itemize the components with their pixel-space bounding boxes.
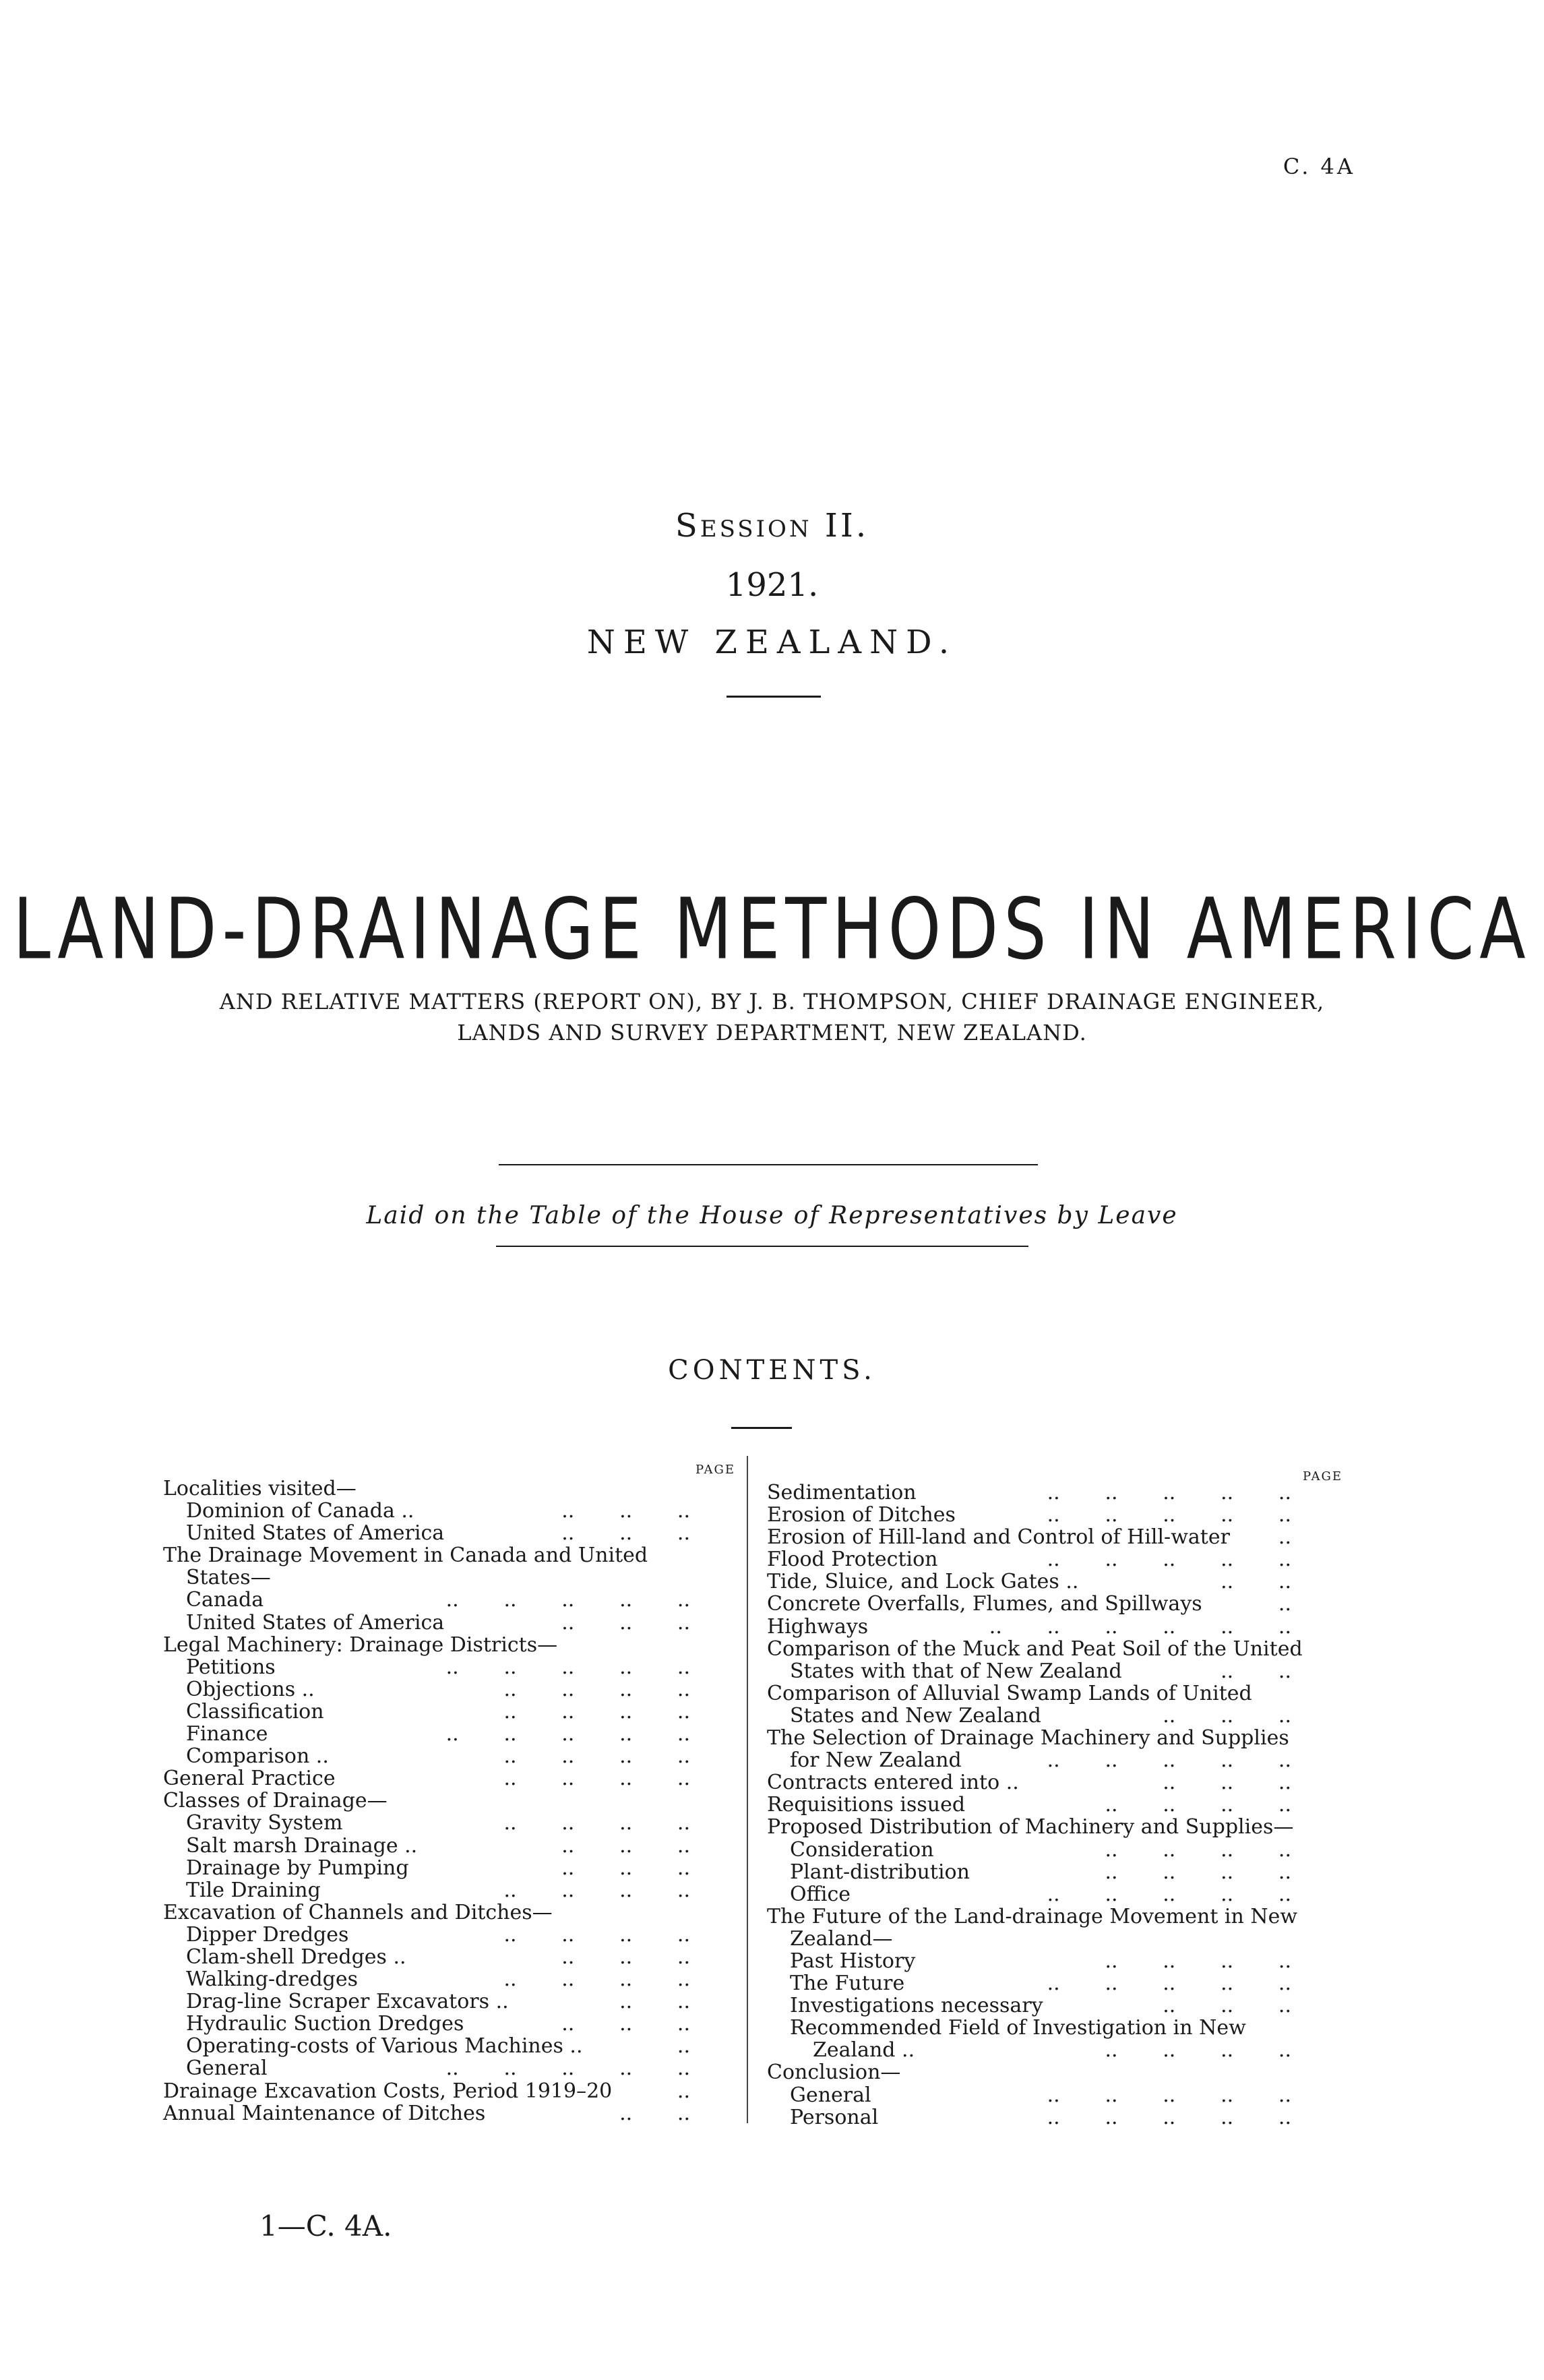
contents-entry-text: Personal	[790, 2105, 879, 2129]
contents-entry	[767, 1749, 1291, 1771]
contents-entry	[163, 2013, 690, 2035]
contents-entry	[163, 1924, 690, 1946]
contents-entry-text: The Future of the Land-drainage Movement in New	[767, 1904, 1298, 1928]
contents-entry-text: Objections ..	[186, 1677, 315, 1701]
dot-leader: .. .. .. ..	[503, 1967, 690, 1992]
contents-entry	[767, 1771, 1291, 1794]
contents-entry	[767, 1839, 1291, 1861]
contents-left-column	[163, 1477, 690, 2125]
dot-leader: .. .. .. .. ..	[445, 1588, 690, 1612]
contents-entry	[767, 1904, 1298, 1928]
dot-leader: .. ..	[1221, 1659, 1291, 1683]
dot-leader: .. .. .. ..	[503, 1811, 690, 1835]
contents-entry	[163, 1968, 690, 1990]
contents-entry-text: Comparison ..	[186, 1744, 329, 1769]
document-reference: C. 4A	[1283, 154, 1355, 179]
contents-entry	[163, 1701, 690, 1723]
dot-leader: .. .. ..	[1163, 1771, 1291, 1795]
contents-entry	[163, 1857, 690, 1879]
contents-entry-text: Petitions	[186, 1655, 276, 1679]
contents-entry-text: General	[790, 2083, 871, 2107]
document-title: LAND-DRAINAGE METHODS IN AMERICA	[13, 880, 1531, 979]
dot-leader: .. .. .. ..	[1105, 1949, 1291, 1973]
dot-leader: ..	[1278, 1592, 1291, 1616]
subtitle-line-2: LANDS AND SURVEY DEPARTMENT, NEW ZEALAND.	[457, 1020, 1087, 1045]
dot-leader: .. .. .. ..	[1105, 2038, 1291, 2063]
dot-leader: .. .. .. ..	[503, 1767, 690, 1791]
dot-leader: .. ..	[619, 1990, 690, 2014]
dot-leader: .. .. .. ..	[503, 1744, 690, 1769]
contents-heading: CONTENTS.	[668, 1355, 876, 1386]
contents-entry	[767, 1504, 1291, 1526]
dot-leader: .. .. .. .. ..	[445, 1655, 690, 1679]
contents-entry	[163, 1656, 690, 1678]
contents-entry-text: The Future	[790, 1972, 905, 1996]
contents-entry	[163, 1589, 690, 1611]
contents-entry	[767, 1861, 1291, 1883]
contents-entry-text: Annual Maintenance of Ditches	[163, 2101, 486, 2125]
dot-leader: .. .. .. ..	[1105, 1793, 1291, 1817]
contents-entry	[767, 1526, 1291, 1548]
column-divider	[747, 1456, 748, 2123]
contents-entry-text: Legal Machinery: Drainage Districts—	[163, 1633, 558, 1657]
contents-entry-text: Drag-line Scraper Excavators ..	[186, 1990, 509, 2014]
contents-entry	[163, 2102, 690, 2125]
contents-entry-text: Excavation of Channels and Ditches—	[163, 1900, 553, 1924]
contents-entry-text: Dominion of Canada ..	[186, 1499, 414, 1523]
contents-entry-text: Canada	[186, 1588, 264, 1612]
contents-entry-text: The Selection of Drainage Machinery and Supplies	[767, 1726, 1289, 1750]
contents-entry-text: Classes of Drainage—	[163, 1789, 388, 1813]
dot-leader: .. .. ..	[561, 1945, 690, 1969]
contents-entry-text: Sedimentation	[767, 1481, 917, 1504]
dot-leader: .. .. .. .. ..	[1047, 2083, 1291, 2107]
document-subtitle	[0, 986, 1544, 1048]
dot-leader: .. .. ..	[561, 1833, 690, 1858]
contents-entry	[163, 1790, 690, 1812]
contents-entry-text: Salt marsh Drainage ..	[186, 1833, 418, 1858]
contents-entry-text: Office	[790, 1882, 851, 1906]
contents-entry	[767, 2061, 1291, 2083]
dot-leader: .. .. ..	[561, 1521, 690, 1546]
dot-leader: .. .. .. .. ..	[1047, 2105, 1291, 2129]
contents-entry	[163, 1544, 690, 1566]
dot-leader: .. .. .. .. ..	[1047, 1503, 1291, 1527]
divider-rule	[499, 1164, 1038, 1165]
contents-entry	[163, 1612, 690, 1634]
contents-entry-text: Contracts entered into ..	[767, 1771, 1019, 1795]
contents-entry-text: General	[186, 2056, 268, 2081]
dot-leader: .. .. .. .. ..	[445, 2056, 690, 2081]
contents-entry-text: Recommended Field of Investigation in New	[790, 2016, 1246, 2040]
contents-entry-text: States with that of New Zealand	[790, 1659, 1122, 1683]
contents-entry	[163, 1566, 690, 1589]
contents-entry-text: United States of America	[186, 1521, 445, 1546]
contents-entry-text: Consideration	[790, 1837, 934, 1862]
session-heading	[0, 507, 1544, 545]
contents-entry-text: Gravity System	[186, 1811, 343, 1835]
dot-leader: .. .. .. .. ..	[1047, 1972, 1291, 1996]
session-numeral: II.	[824, 507, 869, 545]
contents-entry	[163, 2035, 690, 2057]
contents-entry	[767, 1637, 1303, 1661]
contents-entry	[767, 1994, 1291, 2017]
dot-leader: .. .. .. ..	[503, 1922, 690, 1947]
contents-entry-text: Dipper Dredges	[186, 1922, 349, 1947]
page-signature: 1—C. 4A.	[259, 2209, 392, 2242]
contents-entry	[767, 1593, 1291, 1615]
contents-entry	[163, 1723, 690, 1745]
contents-entry	[163, 1522, 690, 1544]
dot-leader: .. .. .. ..	[503, 1878, 690, 1902]
contents-entry	[163, 1901, 690, 1924]
contents-entry-text: Finance	[186, 1722, 268, 1746]
contents-entry	[163, 2057, 690, 2079]
dot-leader: .. .. .. ..	[503, 1699, 690, 1723]
laid-on-table-note: Laid on the Table of the House of Representatives by Leave	[366, 1202, 1178, 1229]
contents-entry-text: Walking-dredges	[186, 1967, 358, 1992]
dot-leader: ..	[1278, 1525, 1291, 1550]
contents-entry-text: Highways	[767, 1614, 869, 1639]
contents-entry	[767, 1950, 1291, 1972]
contents-entry	[163, 1500, 690, 1522]
contents-entry	[767, 1883, 1291, 1905]
dot-leader: .. ..	[619, 2101, 690, 2125]
contents-entry-text: Comparison of the Muck and Peat Soil of the United	[767, 1637, 1303, 1661]
contents-entry-text: The Drainage Movement in Canada and United	[163, 1544, 648, 1568]
contents-entry-text: Plant-distribution	[790, 1860, 970, 1884]
contents-right-column	[767, 1481, 1303, 2129]
contents-entry	[767, 2106, 1291, 2129]
contents-entry-text: Operating-costs of Various Machines ..	[186, 2034, 583, 2058]
divider-rule	[731, 1427, 792, 1429]
contents-entry-text: States—	[186, 1566, 271, 1590]
page-column-label-left: PAGE	[696, 1463, 735, 1477]
contents-entry	[767, 1616, 1291, 1638]
contents-entry-text: Concrete Overfalls, Flumes, and Spillways	[767, 1592, 1202, 1616]
contents-entry-text: Investigations necessary	[790, 1994, 1043, 2018]
contents-entry	[767, 1682, 1291, 1705]
contents-entry	[163, 1946, 690, 1968]
dot-leader: .. .. .. .. ..	[1047, 1882, 1291, 1906]
contents-entry-text: Erosion of Ditches	[767, 1503, 956, 1527]
contents-entry-text: States and New Zealand	[790, 1703, 1041, 1728]
dot-leader: .. .. .. .. .. ..	[989, 1614, 1291, 1639]
contents-entry	[767, 1482, 1291, 1504]
contents-entry-text: Flood Protection	[767, 1548, 938, 1572]
contents-entry-text: Drainage Excavation Costs, Period 1919–20	[163, 2079, 613, 2103]
contents-entry	[163, 1634, 690, 1656]
year: 1921.	[725, 566, 819, 604]
contents-entry	[163, 1477, 690, 1500]
contents-entry-text: Past History	[790, 1949, 916, 1973]
dot-leader: ..	[677, 2079, 690, 2103]
dot-leader: .. .. .. .. ..	[445, 1722, 690, 1746]
contents-entry-text: Conclusion—	[767, 2061, 901, 2085]
contents-entry	[163, 1879, 690, 1901]
divider-rule	[496, 1246, 1028, 1247]
contents-entry-text: Tide, Sluice, and Lock Gates ..	[767, 1570, 1079, 1594]
dot-leader: .. .. .. ..	[1105, 1837, 1291, 1862]
contents-entry-text: Proposed Distribution of Machinery and Supplies—	[767, 1815, 1294, 1839]
contents-entry-text: Comparison of Alluvial Swamp Lands of United	[767, 1681, 1252, 1705]
contents-entry	[767, 1794, 1291, 1816]
contents-entry	[767, 1548, 1291, 1570]
dot-leader: .. .. ..	[1163, 1994, 1291, 2018]
contents-entry	[767, 2039, 1291, 2061]
dot-leader: ..	[677, 2034, 690, 2058]
dot-leader: .. .. .. .. ..	[1047, 1548, 1291, 1572]
contents-entry	[163, 1678, 690, 1701]
contents-entry-text: General Practice	[163, 1767, 336, 1791]
dot-leader: .. .. ..	[1163, 1703, 1291, 1728]
contents-entry-text: Erosion of Hill-land and Control of Hill-water	[767, 1525, 1230, 1550]
contents-entry-text: Zealand ..	[813, 2038, 915, 2063]
dot-leader: .. .. ..	[561, 1499, 690, 1523]
contents-entry-text: Drainage by Pumping	[186, 1856, 409, 1880]
contents-entry	[163, 1812, 690, 1834]
dot-leader: .. ..	[1221, 1570, 1291, 1594]
dot-leader: .. .. .. ..	[1105, 1860, 1291, 1884]
contents-entry	[767, 1660, 1291, 1682]
contents-entry	[767, 2017, 1291, 2039]
contents-entry	[163, 1990, 690, 2013]
country: NEW ZEALAND.	[586, 623, 958, 661]
dot-leader: .. .. .. .. ..	[1047, 1481, 1291, 1504]
divider-rule	[727, 696, 821, 698]
contents-entry	[163, 1767, 690, 1790]
page-column-label-right: PAGE	[1303, 1469, 1342, 1484]
session-label: Session	[675, 507, 812, 545]
contents-entry	[163, 1835, 690, 1857]
dot-leader: .. .. ..	[561, 1610, 690, 1635]
contents-entry-text: United States of America	[186, 1610, 445, 1635]
contents-entry-text: Zealand—	[790, 1926, 893, 1951]
dot-leader: .. .. ..	[561, 2012, 690, 2036]
contents-entry-text: Clam-shell Dredges ..	[186, 1945, 406, 1969]
contents-entry	[767, 1972, 1291, 1994]
contents-entry	[767, 1815, 1294, 1839]
contents-entry	[767, 1570, 1291, 1593]
subtitle-line-1: AND RELATIVE MATTERS (REPORT ON), BY J. B. THOMPSON, CHIEF DRAINAGE ENGINEER,	[219, 989, 1325, 1014]
contents-entry	[163, 2080, 690, 2102]
dot-leader: .. .. .. .. ..	[1047, 1748, 1291, 1773]
contents-entry	[163, 1745, 690, 1767]
contents-entry	[767, 1727, 1291, 1749]
contents-entry	[767, 1928, 1291, 1950]
contents-entry-text: Hydraulic Suction Dredges	[186, 2012, 464, 2036]
contents-entry-text: Classification	[186, 1699, 324, 1723]
contents-entry-text: Tile Draining	[186, 1878, 321, 1902]
contents-entry-text: for New Zealand	[790, 1748, 962, 1773]
contents-entry	[767, 1705, 1291, 1727]
contents-entry-text: Localities visited—	[163, 1477, 357, 1500]
contents-entry-text: Requisitions issued	[767, 1793, 966, 1817]
contents-entry	[767, 2084, 1291, 2106]
dot-leader: .. .. .. ..	[503, 1677, 690, 1701]
dot-leader: .. .. ..	[561, 1856, 690, 1880]
